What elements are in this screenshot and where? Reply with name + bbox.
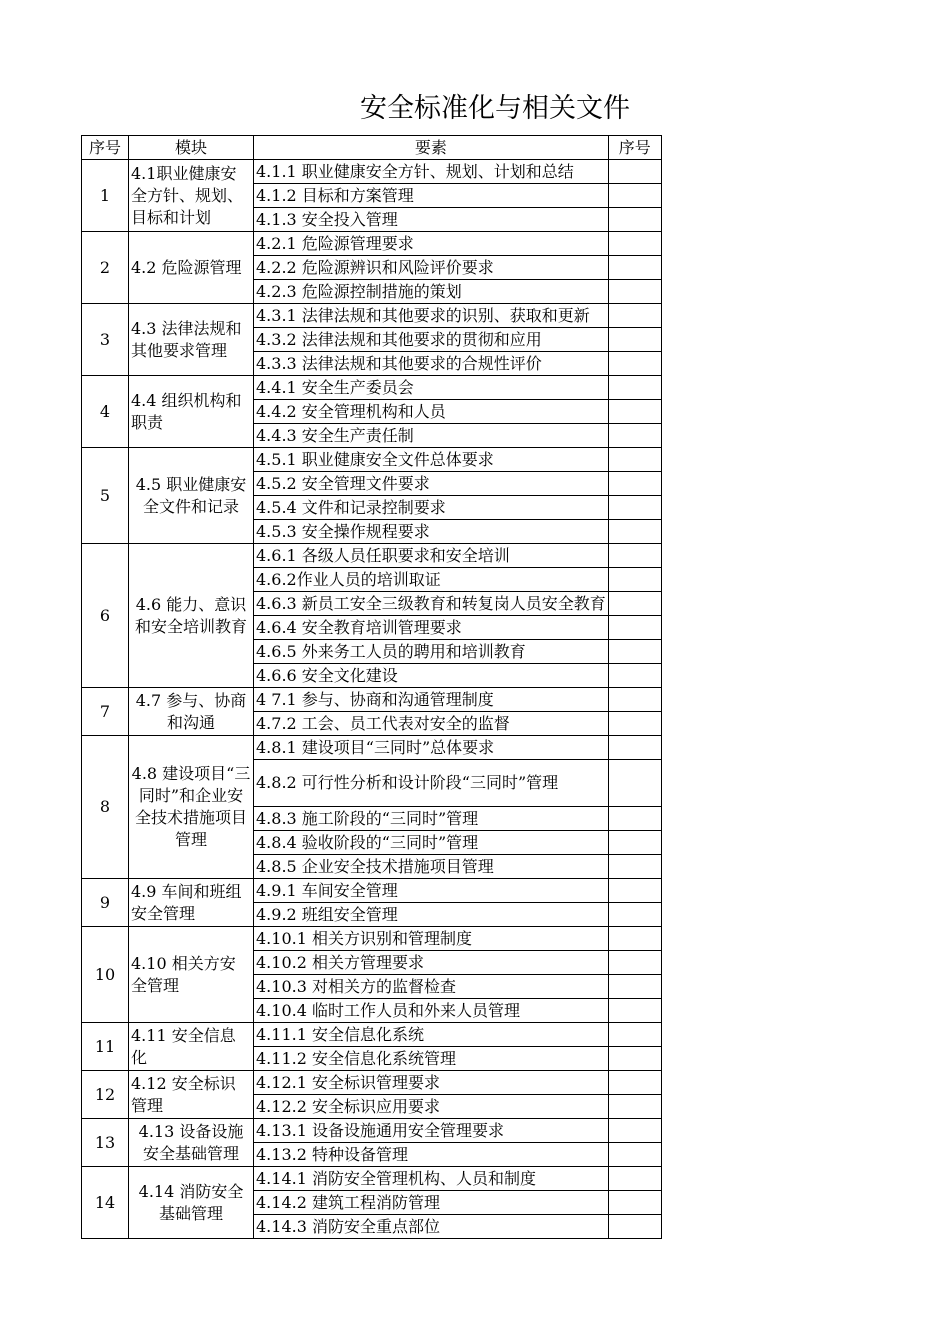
row-number: 1 [82, 160, 129, 232]
element-cell: 4.4.2 安全管理机构和人员 [254, 400, 609, 424]
element-cell: 4.3.1 法律法规和其他要求的识别、获取和更新 [254, 304, 609, 328]
table-row [82, 879, 662, 903]
row-number: 12 [82, 1071, 129, 1119]
element-cell: 4.7.2 工会、员工代表对安全的监督 [254, 712, 609, 736]
empty-cell [608, 544, 661, 568]
empty-cell [608, 712, 661, 736]
element-cell: 4.6.5 外来务工人员的聘用和培训教育 [254, 640, 609, 664]
element-cell: 4.6.1 各级人员任职要求和安全培训 [254, 544, 609, 568]
table-row [82, 1023, 662, 1047]
element-cell: 4.12.1 安全标识管理要求 [254, 1071, 609, 1095]
module-cell: 4.8 建设项目“三同时”和企业安全技术措施项目管理 [129, 736, 254, 879]
element-cell: 4.3.3 法律法规和其他要求的合规性评价 [254, 352, 609, 376]
empty-cell [608, 975, 661, 999]
table-row [82, 688, 662, 712]
empty-cell [608, 520, 661, 544]
empty-cell [608, 496, 661, 520]
module-cell: 4.12 安全标识管理 [129, 1071, 254, 1119]
module-cell: 4.1职业健康安全方针、规划、目标和计划 [129, 160, 254, 232]
table-row [82, 376, 662, 400]
element-cell: 4.10.2 相关方管理要求 [254, 951, 609, 975]
empty-cell [608, 879, 661, 903]
row-number: 10 [82, 927, 129, 1023]
table-row [82, 927, 662, 951]
element-cell: 4.9.2 班组安全管理 [254, 903, 609, 927]
row-number: 6 [82, 544, 129, 688]
empty-cell [608, 688, 661, 712]
element-cell: 4.5.2 安全管理文件要求 [254, 472, 609, 496]
empty-cell [608, 352, 661, 376]
empty-cell [608, 280, 661, 304]
element-cell: 4.8.5 企业安全技术措施项目管理 [254, 855, 609, 879]
empty-cell [608, 640, 661, 664]
empty-cell [608, 616, 661, 640]
element-cell: 4.9.1 车间安全管理 [254, 879, 609, 903]
empty-cell [608, 1167, 661, 1191]
module-cell: 4.10 相关方安全管理 [129, 927, 254, 1023]
empty-cell [608, 1095, 661, 1119]
element-cell: 4.5.3 安全操作规程要求 [254, 520, 609, 544]
element-cell: 4.14.3 消防安全重点部位 [254, 1215, 609, 1239]
empty-cell [608, 328, 661, 352]
header-no2: 序号 [608, 136, 661, 160]
element-cell: 4.6.4 安全教育培训管理要求 [254, 616, 609, 640]
table-row [82, 1167, 662, 1191]
row-number: 4 [82, 376, 129, 448]
empty-cell [608, 855, 661, 879]
empty-cell [608, 736, 661, 760]
empty-cell [608, 1023, 661, 1047]
table-row [82, 1071, 662, 1095]
header-no: 序号 [82, 136, 129, 160]
empty-cell [608, 1191, 661, 1215]
element-cell: 4.8.1 建设项目“三同时”总体要求 [254, 736, 609, 760]
element-cell: 4.6.2作业人员的培训取证 [254, 568, 609, 592]
table-row [82, 232, 662, 256]
element-cell: 4.6.6 安全文化建设 [254, 664, 609, 688]
element-cell: 4 7.1 参与、协商和沟通管理制度 [254, 688, 609, 712]
table-row [82, 160, 662, 184]
table-row [82, 304, 662, 328]
element-cell: 4.1.2 目标和方案管理 [254, 184, 609, 208]
element-cell: 4.1.1 职业健康安全方针、规划、计划和总结 [254, 160, 609, 184]
module-cell: 4.13 设备设施安全基础管理 [129, 1119, 254, 1167]
empty-cell [608, 376, 661, 400]
element-cell: 4.2.2 危险源辨识和风险评价要求 [254, 256, 609, 280]
header-row [82, 136, 662, 160]
element-cell: 4.10.4 临时工作人员和外来人员管理 [254, 999, 609, 1023]
module-cell: 4.3 法律法规和其他要求管理 [129, 304, 254, 376]
element-cell: 4.10.3 对相关方的监督检查 [254, 975, 609, 999]
row-number: 7 [82, 688, 129, 736]
empty-cell [608, 424, 661, 448]
empty-cell [608, 831, 661, 855]
element-cell: 4.11.1 安全信息化系统 [254, 1023, 609, 1047]
module-cell: 4.11 安全信息化 [129, 1023, 254, 1071]
empty-cell [608, 951, 661, 975]
element-cell: 4.8.4 验收阶段的“三同时”管理 [254, 831, 609, 855]
element-cell: 4.8.2 可行性分析和设计阶段“三同时”管理 [254, 760, 609, 807]
row-number: 2 [82, 232, 129, 304]
empty-cell [608, 208, 661, 232]
table-row [82, 1119, 662, 1143]
empty-cell [608, 760, 661, 807]
module-cell: 4.14 消防安全基础管理 [129, 1167, 254, 1239]
empty-cell [608, 160, 661, 184]
module-cell: 4.5 职业健康安全文件和记录 [129, 448, 254, 544]
module-cell: 4.4 组织机构和职责 [129, 376, 254, 448]
table-row [82, 448, 662, 472]
empty-cell [608, 592, 661, 616]
empty-cell [608, 807, 661, 831]
table-row [82, 736, 662, 760]
element-cell: 4.13.2 特种设备管理 [254, 1143, 609, 1167]
empty-cell [608, 448, 661, 472]
module-cell: 4.9 车间和班组安全管理 [129, 879, 254, 927]
table-body [82, 160, 662, 1239]
element-cell: 4.5.1 职业健康安全文件总体要求 [254, 448, 609, 472]
row-number: 13 [82, 1119, 129, 1167]
module-cell: 4.7 参与、协商和沟通 [129, 688, 254, 736]
element-cell: 4.2.1 危险源管理要求 [254, 232, 609, 256]
page-title: 安全标准化与相关文件 [360, 93, 630, 124]
element-cell: 4.3.2 法律法规和其他要求的贯彻和应用 [254, 328, 609, 352]
table-row [82, 544, 662, 568]
empty-cell [608, 1119, 661, 1143]
element-cell: 4.5.4 文件和记录控制要求 [254, 496, 609, 520]
header-element: 要素 [254, 136, 609, 160]
empty-cell [608, 903, 661, 927]
empty-cell [608, 1047, 661, 1071]
empty-cell [608, 999, 661, 1023]
element-cell: 4.14.1 消防安全管理机构、人员和制度 [254, 1167, 609, 1191]
row-number: 11 [82, 1023, 129, 1071]
element-cell: 4.1.3 安全投入管理 [254, 208, 609, 232]
empty-cell [608, 1215, 661, 1239]
row-number: 9 [82, 879, 129, 927]
empty-cell [608, 568, 661, 592]
empty-cell [608, 472, 661, 496]
row-number: 14 [82, 1167, 129, 1239]
empty-cell [608, 184, 661, 208]
element-cell: 4.13.1 设备设施通用安全管理要求 [254, 1119, 609, 1143]
element-cell: 4.4.3 安全生产责任制 [254, 424, 609, 448]
row-number: 3 [82, 304, 129, 376]
empty-cell [608, 927, 661, 951]
empty-cell [608, 232, 661, 256]
element-cell: 4.6.3 新员工安全三级教育和转复岗人员安全教育 [254, 592, 609, 616]
standards-table [81, 135, 662, 1239]
empty-cell [608, 256, 661, 280]
row-number: 8 [82, 736, 129, 879]
empty-cell [608, 1071, 661, 1095]
element-cell: 4.14.2 建筑工程消防管理 [254, 1191, 609, 1215]
empty-cell [608, 664, 661, 688]
element-cell: 4.4.1 安全生产委员会 [254, 376, 609, 400]
element-cell: 4.2.3 危险源控制措施的策划 [254, 280, 609, 304]
empty-cell [608, 1143, 661, 1167]
module-cell: 4.6 能力、意识和安全培训教育 [129, 544, 254, 688]
element-cell: 4.11.2 安全信息化系统管理 [254, 1047, 609, 1071]
element-cell: 4.8.3 施工阶段的“三同时”管理 [254, 807, 609, 831]
empty-cell [608, 400, 661, 424]
element-cell: 4.10.1 相关方识别和管理制度 [254, 927, 609, 951]
element-cell: 4.12.2 安全标识应用要求 [254, 1095, 609, 1119]
empty-cell [608, 304, 661, 328]
row-number: 5 [82, 448, 129, 544]
module-cell: 4.2 危险源管理 [129, 232, 254, 304]
header-module: 模块 [129, 136, 254, 160]
